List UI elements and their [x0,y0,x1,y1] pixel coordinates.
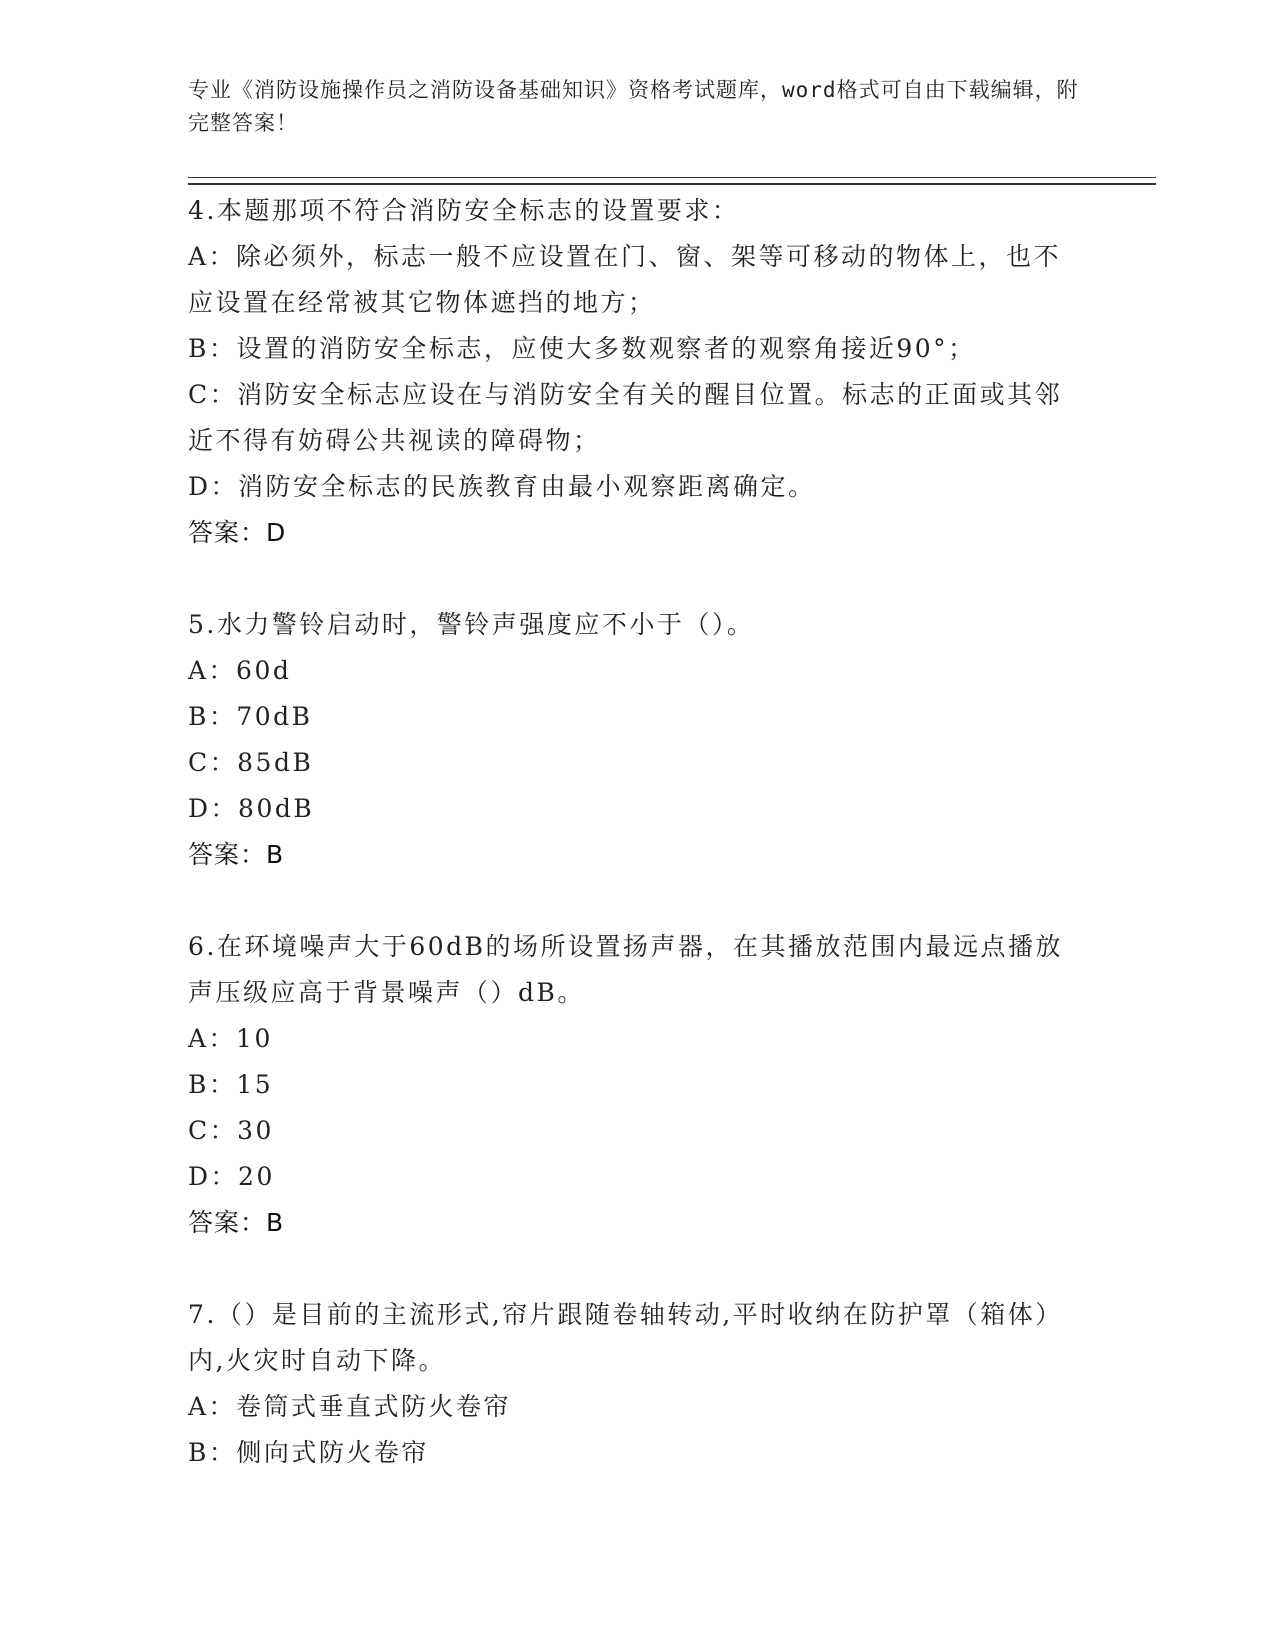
question-7 [188,1292,1088,1476]
question-5 [188,602,1088,878]
answer-line: 答案：B [188,840,285,869]
header-divider-thin [188,177,1156,178]
option-d: D：80dB [188,794,315,823]
option-b: B：15 [188,1070,274,1099]
answer-line: 答案：B [188,1208,285,1237]
option-d: D：消防安全标志的民族教育由最小观察距离确定。 [188,472,816,501]
question-stem: 4.本题那项不符合消防安全标志的设置要求： [188,196,740,225]
option-a: A：卷筒式垂直式防火卷帘 [188,1392,512,1421]
answer-line: 答案：D [188,518,287,547]
option-c: C：消防安全标志应设在与消防安全有关的醒目位置。标志的正面或其邻近不得有妨碍公共视读的障碍物； [188,380,1063,455]
option-b: B：70dB [188,702,313,731]
document-header: 专业《消防设施操作员之消防设备基础知识》资格考试题库，word格式可自由下载编辑，附完整答案！ [188,78,1079,135]
question-stem: 6.在环境噪声大于60dB的场所设置扬声器，在其播放范围内最远点播放声压级应高于背景噪声（）dB。 [188,932,1064,1007]
option-b: B：侧向式防火卷帘 [188,1438,429,1467]
option-c: C：85dB [188,748,314,777]
option-a: A：60d [188,656,292,685]
option-b: B：设置的消防安全标志，应使大多数观察者的观察角接近90°； [188,334,976,363]
question-stem: 7.（）是目前的主流形式,帘片跟随卷轴转动,平时收纳在防护罩（箱体）内,火灾时自动下降。 [188,1300,1063,1375]
option-a: A：10 [188,1024,273,1053]
question-4 [188,188,1088,556]
option-d: D：20 [188,1162,275,1191]
header-divider-thick [188,183,1156,185]
question-stem: 5.水力警铃启动时，警铃声强度应不小于（）。 [188,610,755,639]
question-list [188,188,1088,1522]
option-c: C：30 [188,1116,274,1145]
option-a: A：除必须外，标志一般不应设置在门、窗、架等可移动的物体上，也不应设置在经常被其它物体遮挡的地方； [188,242,1062,317]
question-6 [188,924,1088,1246]
